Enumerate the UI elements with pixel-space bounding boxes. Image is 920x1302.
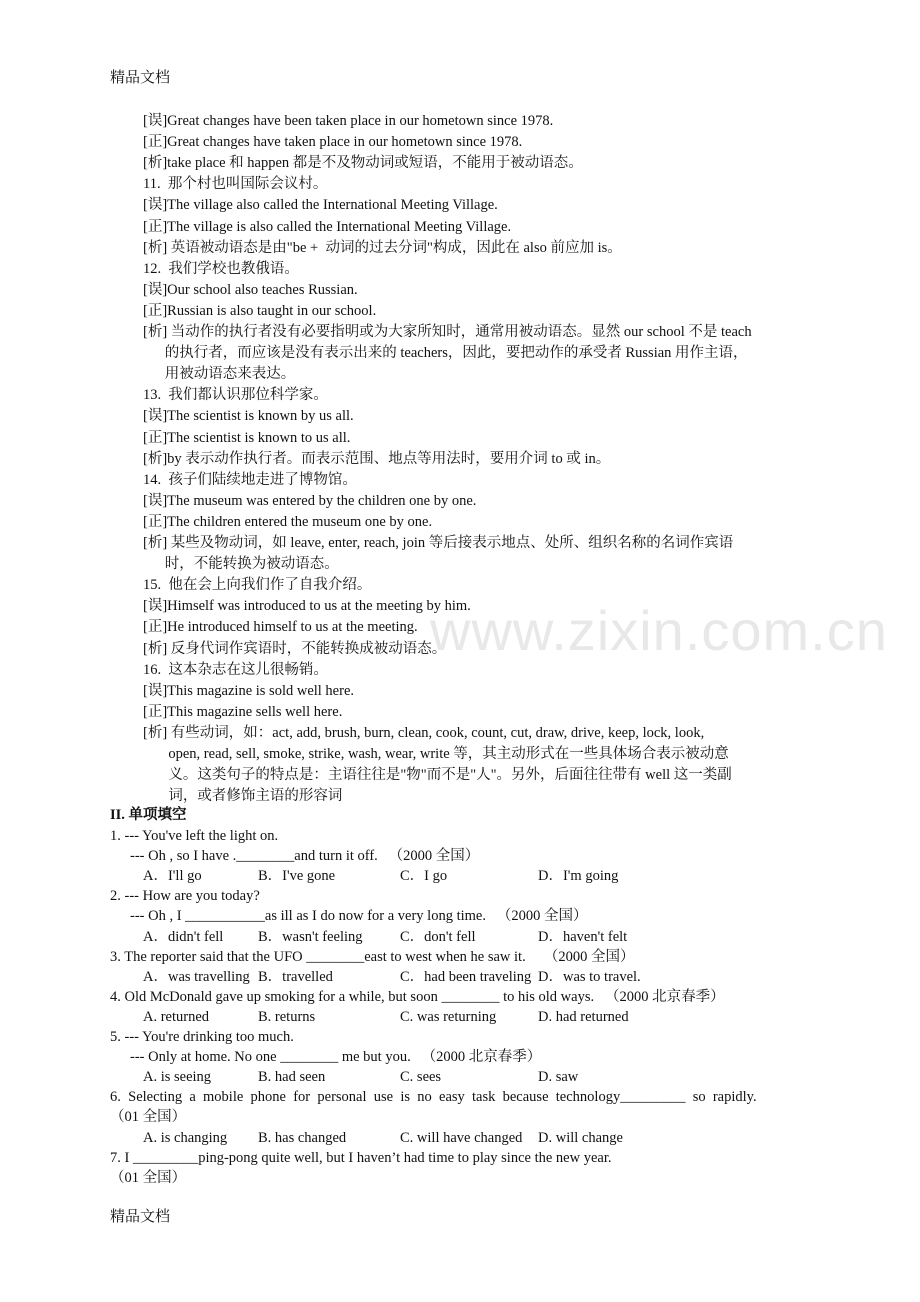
answer-option: D. saw (538, 1069, 579, 1086)
note-line (143, 512, 432, 533)
note-line (143, 428, 350, 449)
note-text: by 表示动作执行者。而表示范围、地点等用法时，要用介词 to 或 in。 (167, 450, 611, 467)
answer-option: C. sees (400, 1069, 442, 1086)
answer-option: D．I'm going (538, 868, 619, 885)
note-line (143, 449, 610, 470)
note-text: The museum was entered by the children one by one. (167, 492, 477, 509)
note-line (143, 575, 371, 596)
note-text: The village also called the International Meeting Village. (167, 197, 498, 214)
note-tag: [析] (143, 640, 168, 657)
note-tag: [析] (143, 324, 168, 340)
question-stem: 7. I _________ping-pong quite well, but I haven’t had time to play since the new year. (110, 1149, 612, 1166)
note-tag: [析] (143, 155, 168, 172)
answer-option: A. returned (143, 1008, 210, 1025)
note-text: open, read, sell, smoke, strike, wash, wear, write 等，其主动形式在一些具体场合表示被动意 (143, 746, 729, 762)
note-text: 有些动词，如：act, add, brush, burn, clean, cook, count, cut, draw, drive, keep, lock, look, (167, 724, 705, 741)
note-tag: [析] (143, 724, 168, 741)
question-stem-cont: （01 全国） (110, 1109, 187, 1126)
note-line (143, 174, 327, 195)
note-tag: [误] (143, 197, 168, 214)
note-tag: [误] (143, 408, 168, 425)
section-title: II. 单项填空 (110, 807, 187, 823)
answer-option: D. had returned (538, 1008, 629, 1025)
answer-option: B. returns (258, 1008, 316, 1025)
note-line (143, 259, 299, 280)
note-tag: [误] (143, 598, 168, 615)
note-line (143, 723, 704, 744)
note-line (143, 681, 354, 702)
answer-option: B．travelled (258, 968, 333, 985)
note-text: 用被动语态来表达。 (143, 366, 296, 383)
note-line (143, 596, 471, 617)
note-tag: [正] (143, 619, 168, 636)
note-line (143, 406, 354, 427)
note-text: 义。这类句子的特点是：主语往往是"物"而不是"人"。另外，后面往往带有 well 这一类副 (143, 767, 732, 784)
note-line (143, 702, 342, 723)
note-line (143, 111, 553, 132)
question-stem: 1. --- You've left the light on. (110, 828, 279, 844)
note-text: 英语被动语态是由"be + 动词的过去分词"构成，因此在 also 前应加 is。 (167, 239, 622, 256)
note-tag: [正] (143, 703, 168, 720)
answer-option: B. had seen (258, 1069, 326, 1086)
note-tag: [误] (143, 682, 168, 699)
note-text: Great changes have been taken place in our hometown since 1978. (167, 113, 554, 129)
note-line (143, 639, 446, 660)
note-text: 某些及物动词，如 leave, enter, reach, join 等后接表示地点、处所、组织名称的名词作宾语 (167, 535, 734, 551)
note-tag: [正] (143, 302, 168, 319)
note-text: The children entered the museum one by one. (167, 513, 433, 530)
note-text: Great changes have taken place in our hometown since 1978. (167, 134, 523, 151)
note-line (143, 385, 328, 406)
answer-option: C. will have changed (400, 1129, 523, 1146)
note-tag: [正] (143, 429, 168, 446)
note-text: This magazine sells well here. (167, 703, 343, 720)
answer-option: A．didn't fell (143, 928, 224, 945)
answer-option: B．I've gone (258, 868, 336, 885)
note-line (143, 765, 732, 786)
question-stem: 2. --- How are you today? (110, 888, 260, 905)
note-text: Our school also teaches Russian. (167, 281, 358, 298)
note-tag: [误] (143, 113, 168, 129)
note-line (143, 322, 752, 343)
question-stem-cont: --- Only at home. No one ________ me but you. （2000 北京春季） (130, 1049, 542, 1066)
note-line (143, 217, 511, 238)
answer-option: C．had been traveling (400, 968, 532, 985)
note-text: 时，不能转换为被动语态。 (143, 556, 339, 573)
answer-option: A. is changing (143, 1129, 228, 1146)
note-tag: [析] (143, 239, 168, 256)
note-line (143, 153, 583, 174)
answer-option: B．wasn't feeling (258, 928, 363, 945)
note-line (143, 617, 418, 638)
note-text: 当动作的执行者没有必要指明或为大家所知时，通常用被动语态。显然 our school 不是 teach (167, 324, 752, 340)
question-stem: 5. --- You're drinking too much. (110, 1029, 294, 1045)
note-line (143, 238, 622, 259)
question-stem: 3. The reporter said that the UFO ________east to west when he saw it. （2000 全国） (110, 948, 635, 965)
note-text: take place 和 happen 都是不及物动词或短语，不能用于被动语态。 (167, 155, 583, 172)
answer-option: C．don't fell (400, 928, 476, 945)
answer-option: A．I'll go (143, 868, 202, 885)
note-text: The village is also called the International Meeting Village. (167, 218, 512, 235)
note-line (143, 491, 476, 512)
note-tag: [正] (143, 134, 168, 151)
answer-option: C. was returning (400, 1008, 497, 1025)
answer-option: A. is seeing (143, 1069, 212, 1086)
note-tag: [析] (143, 535, 168, 551)
note-line (143, 343, 748, 364)
note-line (143, 280, 358, 301)
note-tag: [正] (143, 218, 168, 235)
note-text: 反身代词作宾语时，不能转换成被动语态。 (167, 640, 447, 657)
note-line (143, 533, 733, 554)
note-line (143, 195, 498, 216)
note-text: He introduced himself to us at the meeting. (167, 619, 418, 636)
note-text: 14. 孩子们陆续地走进了博物馆。 (143, 471, 357, 488)
note-text: 12. 我们学校也教俄语。 (143, 260, 299, 277)
note-text: 15. 他在会上向我们作了自我介绍。 (143, 577, 372, 594)
page-footer: 精品文档 (110, 1209, 171, 1225)
question-stem: 6. Selecting a mobile phone for personal use is no easy task because technology_________ so rapidly. (110, 1089, 757, 1106)
answer-option: C．I go (400, 868, 448, 885)
note-line (143, 132, 522, 153)
answer-option: B. has changed (258, 1129, 347, 1146)
note-text: 的执行者，而应该是没有表示出来的 teachers，因此，要把动作的承受者 Russian 用作主语， (143, 345, 748, 362)
note-tag: [析] (143, 450, 168, 467)
answer-option: D．was to travel. (538, 968, 641, 985)
question-stem-cont: --- Oh , I ___________as ill as I do now for a very long time. （2000 全国） (130, 908, 588, 925)
answer-option: D．haven't felt (538, 928, 628, 945)
note-text: The scientist is known by us all. (167, 408, 354, 425)
note-tag: [正] (143, 513, 168, 530)
note-line (143, 660, 328, 681)
note-line (143, 470, 357, 491)
note-text: 16. 这本杂志在这儿很畅销。 (143, 661, 328, 678)
answer-option: D. will change (538, 1129, 623, 1146)
watermark: www.zixin.com.cn (430, 599, 888, 662)
note-line (143, 364, 295, 385)
question-stem: 4. Old McDonald gave up smoking for a while, but soon ________ to his old ways. （2000 北京春季） (110, 988, 725, 1005)
question-stem-cont: （01 全国） (110, 1169, 187, 1186)
page-header: 精品文档 (110, 70, 171, 86)
note-text: 词，或者修饰主语的形容词 (143, 788, 343, 805)
note-text: 11. 那个村也叫国际会议村。 (143, 176, 328, 193)
note-tag: [误] (143, 281, 168, 298)
note-text: 13. 我们都认识那位科学家。 (143, 387, 328, 404)
note-text: This magazine is sold well here. (167, 682, 355, 699)
note-line (143, 301, 376, 322)
question-stem-cont: --- Oh , so I have .________and turn it off. （2000 全国） (130, 848, 480, 865)
note-text: The scientist is known to us all. (167, 429, 351, 446)
note-tag: [误] (143, 492, 168, 509)
note-line (143, 554, 339, 575)
note-text: Himself was introduced to us at the meeting by him. (167, 598, 471, 615)
note-line (143, 744, 729, 765)
note-text: Russian is also taught in our school. (167, 302, 377, 319)
answer-option: A．was travelling (143, 968, 250, 985)
